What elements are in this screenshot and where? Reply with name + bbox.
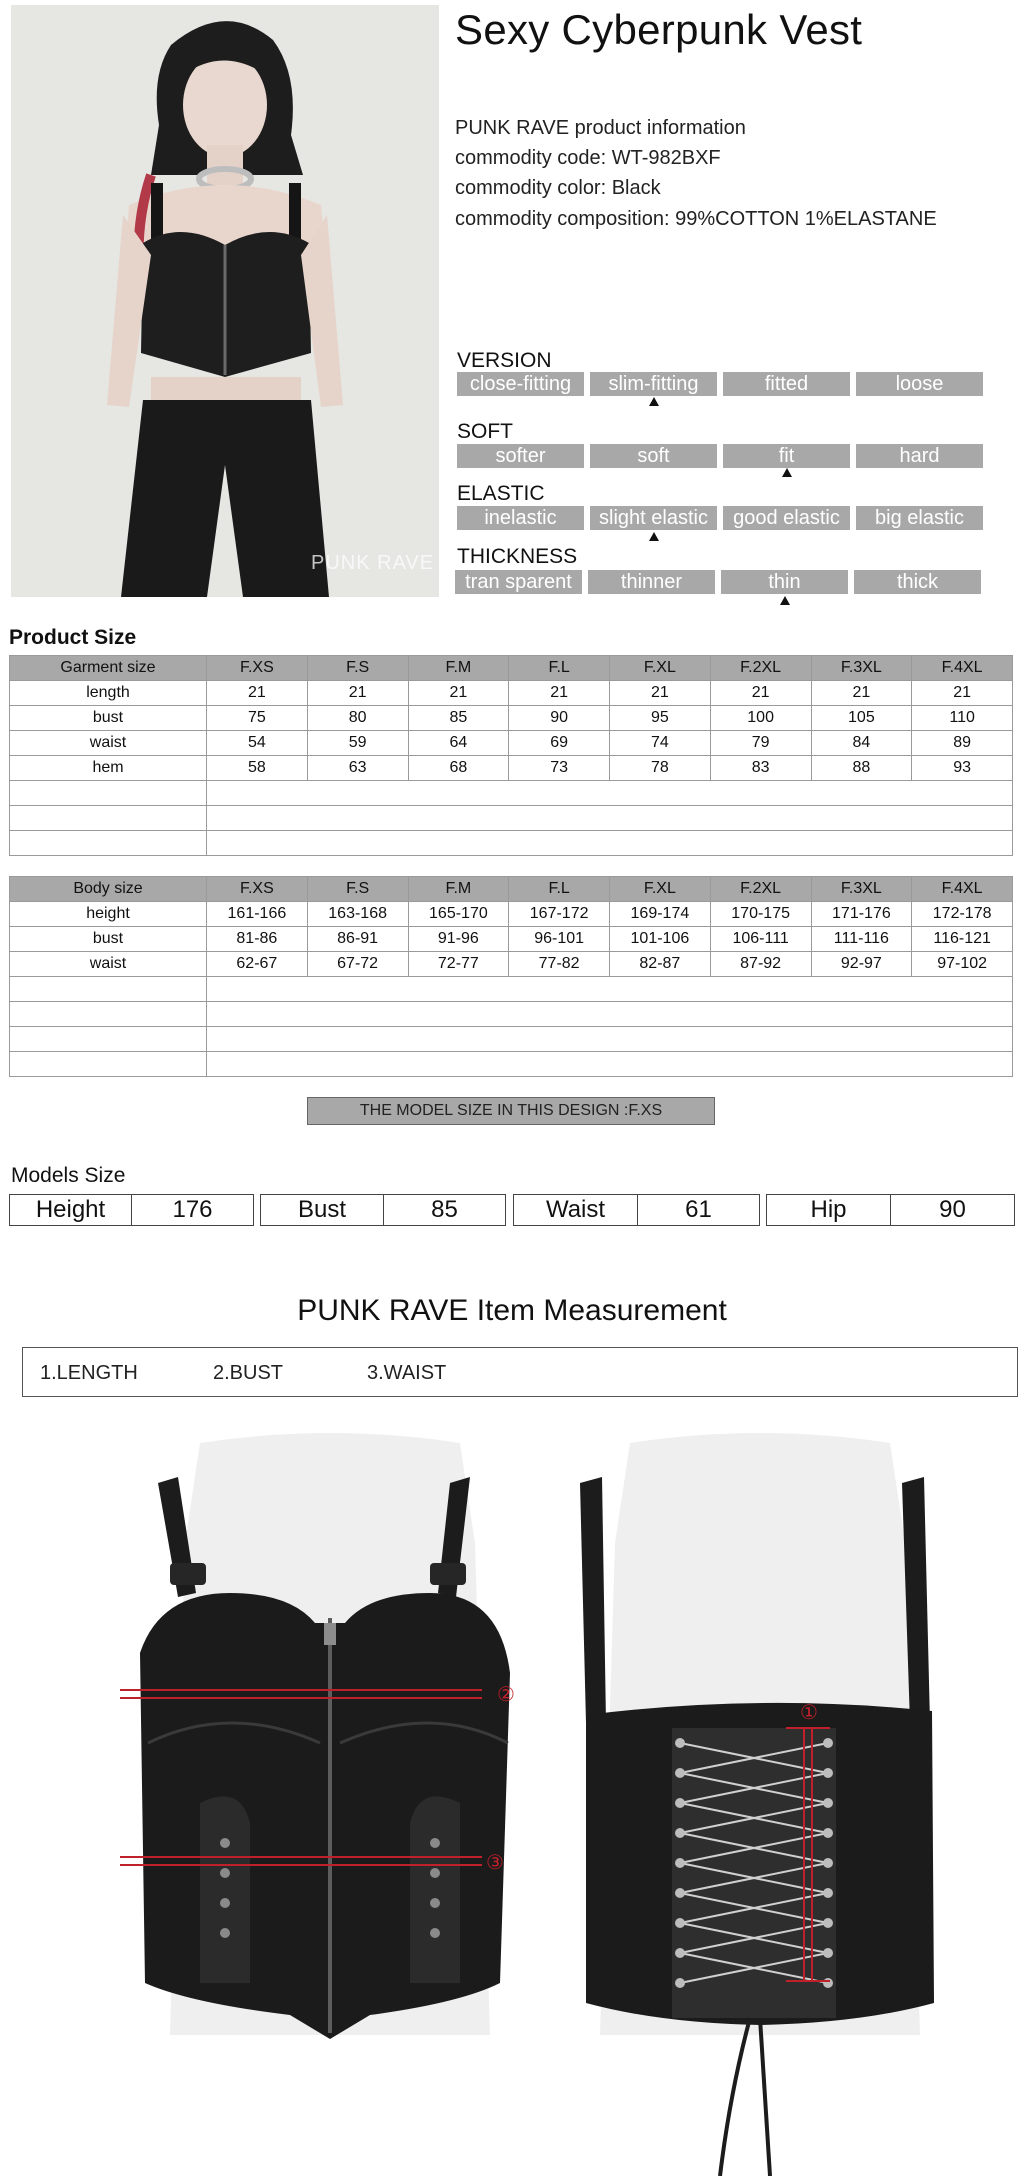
garment-back-view (560, 1443, 950, 2176)
table-cell: 21 (811, 681, 912, 706)
size-header-cell: F.XL (610, 877, 711, 902)
model-hip-value: 90 (939, 1196, 966, 1223)
table-cell: 90 (509, 706, 610, 731)
soft-selected-marker (782, 468, 792, 477)
photo-watermark: PUNK RAVE (311, 552, 435, 574)
version-option: loose (856, 372, 983, 396)
table-cell: 169-174 (610, 902, 711, 927)
thickness-option: thick (854, 570, 981, 594)
table-cell: 21 (207, 681, 308, 706)
empty-row (10, 781, 1013, 806)
row-label: height (10, 902, 207, 927)
measurement-waist-label: 3.WAIST (367, 1362, 447, 1384)
elastic-option: inelastic (457, 506, 584, 530)
thickness-option: thin (721, 570, 848, 594)
body-size-header-row (10, 877, 1013, 902)
empty-row (10, 977, 1013, 1002)
table-cell: 111-116 (811, 927, 912, 952)
product-size-heading: Product Size (9, 626, 137, 649)
table-cell: 85 (408, 706, 509, 731)
soft-option: hard (856, 444, 983, 468)
row-label: waist (10, 731, 207, 756)
model-height-label: Height (10, 1195, 132, 1225)
elastic-selected-marker (649, 532, 659, 541)
thickness-selected-marker (780, 596, 790, 605)
soft-option: softer (457, 444, 584, 468)
size-header-cell: F.3XL (811, 877, 912, 902)
size-header-cell: F.S (307, 877, 408, 902)
table-cell: 77-82 (509, 952, 610, 977)
model-size-note: THE MODEL SIZE IN THIS DESIGN :F.XS (307, 1097, 715, 1125)
table-cell: 72-77 (408, 952, 509, 977)
row-label: bust (10, 927, 207, 952)
table-cell: 74 (610, 731, 711, 756)
back-length-marker: ① (800, 1702, 818, 1724)
thickness-option: thinner (588, 570, 715, 594)
row-label: bust (10, 706, 207, 731)
table-cell: 69 (509, 731, 610, 756)
table-cell: 78 (610, 756, 711, 781)
table-cell: 87-92 (710, 952, 811, 977)
thickness-scale (455, 570, 981, 594)
row-label: waist (10, 952, 207, 977)
size-header-cell: F.3XL (811, 656, 912, 681)
measurement-title: PUNK RAVE Item Measurement (297, 1294, 727, 1327)
size-header-cell: F.S (307, 656, 408, 681)
empty-row (10, 1002, 1013, 1027)
commodity-composition (455, 208, 937, 231)
table-row (10, 756, 1013, 781)
garment-back-illustration (560, 1443, 950, 2176)
measurement-length-label: 1.LENGTH (40, 1362, 138, 1384)
table-row (10, 927, 1013, 952)
models-size-heading: Models Size (11, 1164, 126, 1187)
model-waist-label: Waist (514, 1195, 638, 1225)
table-cell: 105 (811, 706, 912, 731)
table-cell: 88 (811, 756, 912, 781)
body-size-table (9, 876, 1013, 1077)
commodity-color (455, 177, 661, 200)
garment-size-header-label: Garment size (10, 656, 207, 681)
thickness-title: THICKNESS (457, 545, 578, 568)
model-bust-label: Bust (261, 1195, 384, 1225)
body-size-header-label: Body size (10, 877, 207, 902)
garment-size-header-row (10, 656, 1013, 681)
table-row (10, 681, 1013, 706)
table-cell: 84 (811, 731, 912, 756)
commodity-code (455, 147, 721, 170)
table-row (10, 952, 1013, 977)
table-cell: 165-170 (408, 902, 509, 927)
model-waist-box (513, 1194, 760, 1226)
table-cell: 21 (710, 681, 811, 706)
table-row (10, 706, 1013, 731)
table-cell: 163-168 (307, 902, 408, 927)
size-header-cell: F.XL (610, 656, 711, 681)
table-cell: 86-91 (307, 927, 408, 952)
soft-option: fit (723, 444, 850, 468)
table-cell: 110 (912, 706, 1013, 731)
size-header-cell: F.2XL (710, 877, 811, 902)
size-header-cell: F.L (509, 656, 610, 681)
table-cell: 91-96 (408, 927, 509, 952)
table-cell: 67-72 (307, 952, 408, 977)
empty-row (10, 1052, 1013, 1077)
table-cell: 21 (307, 681, 408, 706)
commodity-color-label: commodity color: (455, 177, 607, 199)
table-cell: 54 (207, 731, 308, 756)
table-cell: 68 (408, 756, 509, 781)
table-cell: 80 (307, 706, 408, 731)
table-cell: 161-166 (207, 902, 308, 927)
garment-front-view (130, 1443, 530, 2035)
model-bust-box (260, 1194, 506, 1226)
table-cell: 83 (710, 756, 811, 781)
elastic-option: big elastic (856, 506, 983, 530)
soft-title: SOFT (457, 420, 513, 443)
table-cell: 167-172 (509, 902, 610, 927)
table-cell: 95 (610, 706, 711, 731)
elastic-title: ELASTIC (457, 482, 545, 505)
table-cell: 92-97 (811, 952, 912, 977)
table-cell: 93 (912, 756, 1013, 781)
table-cell: 89 (912, 731, 1013, 756)
table-cell: 21 (509, 681, 610, 706)
garment-front-illustration (130, 1443, 530, 2035)
product-title: Sexy Cyberpunk Vest (455, 6, 863, 53)
table-cell: 101-106 (610, 927, 711, 952)
table-row (10, 902, 1013, 927)
table-cell: 96-101 (509, 927, 610, 952)
soft-option: soft (590, 444, 717, 468)
model-waist-value: 61 (685, 1196, 712, 1223)
table-cell: 63 (307, 756, 408, 781)
size-header-cell: F.M (408, 656, 509, 681)
model-hip-box (766, 1194, 1015, 1226)
table-cell: 64 (408, 731, 509, 756)
garment-size-table (9, 655, 1013, 856)
model-photo (11, 5, 439, 597)
size-header-cell: F.4XL (912, 877, 1013, 902)
table-cell: 21 (408, 681, 509, 706)
table-cell: 170-175 (710, 902, 811, 927)
version-selected-marker (649, 397, 659, 406)
elastic-option: good elastic (723, 506, 850, 530)
model-hip-label: Hip (767, 1195, 891, 1225)
commodity-color-value: Black (611, 177, 661, 199)
commodity-composition-value: 99%COTTON 1%ELASTANE (675, 208, 937, 230)
size-header-cell: F.4XL (912, 656, 1013, 681)
table-cell: 75 (207, 706, 308, 731)
version-scale (457, 372, 983, 396)
version-option: slim-fitting (590, 372, 717, 396)
model-height-value: 176 (172, 1196, 213, 1223)
elastic-option: slight elastic (590, 506, 717, 530)
table-cell: 171-176 (811, 902, 912, 927)
version-option: close-fitting (457, 372, 584, 396)
table-cell: 106-111 (710, 927, 811, 952)
measurement-legend-box (22, 1347, 1018, 1397)
version-title: VERSION (457, 349, 552, 372)
empty-row (10, 831, 1013, 856)
measurement-bust-label: 2.BUST (213, 1362, 284, 1384)
size-header-cell: F.2XL (710, 656, 811, 681)
size-header-cell: F.L (509, 877, 610, 902)
row-label: length (10, 681, 207, 706)
front-waist-marker: ③ (486, 1852, 504, 1874)
table-cell: 100 (710, 706, 811, 731)
product-info-heading: PUNK RAVE product information (455, 117, 746, 139)
table-cell: 59 (307, 731, 408, 756)
table-cell: 58 (207, 756, 308, 781)
commodity-code-label: commodity code: (455, 147, 607, 169)
table-cell: 62-67 (207, 952, 308, 977)
table-row (10, 731, 1013, 756)
model-bust-value: 85 (431, 1196, 458, 1223)
table-cell: 172-178 (912, 902, 1013, 927)
elastic-scale (457, 506, 983, 530)
table-cell: 79 (710, 731, 811, 756)
table-cell: 21 (912, 681, 1013, 706)
size-header-cell: F.XS (207, 656, 308, 681)
front-bust-marker: ② (497, 1684, 515, 1706)
table-cell: 116-121 (912, 927, 1013, 952)
commodity-code-value: WT-982BXF (611, 147, 721, 169)
table-cell: 82-87 (610, 952, 711, 977)
commodity-composition-label: commodity composition: (455, 208, 670, 230)
thickness-option: tran sparent (455, 570, 582, 594)
version-option: fitted (723, 372, 850, 396)
empty-row (10, 1027, 1013, 1052)
table-cell: 73 (509, 756, 610, 781)
table-cell: 21 (610, 681, 711, 706)
table-cell: 81-86 (207, 927, 308, 952)
size-header-cell: F.M (408, 877, 509, 902)
soft-scale (457, 444, 983, 468)
model-photo-illustration (11, 5, 439, 597)
model-height-box (9, 1194, 254, 1226)
table-cell: 97-102 (912, 952, 1013, 977)
empty-row (10, 806, 1013, 831)
row-label: hem (10, 756, 207, 781)
size-header-cell: F.XS (207, 877, 308, 902)
